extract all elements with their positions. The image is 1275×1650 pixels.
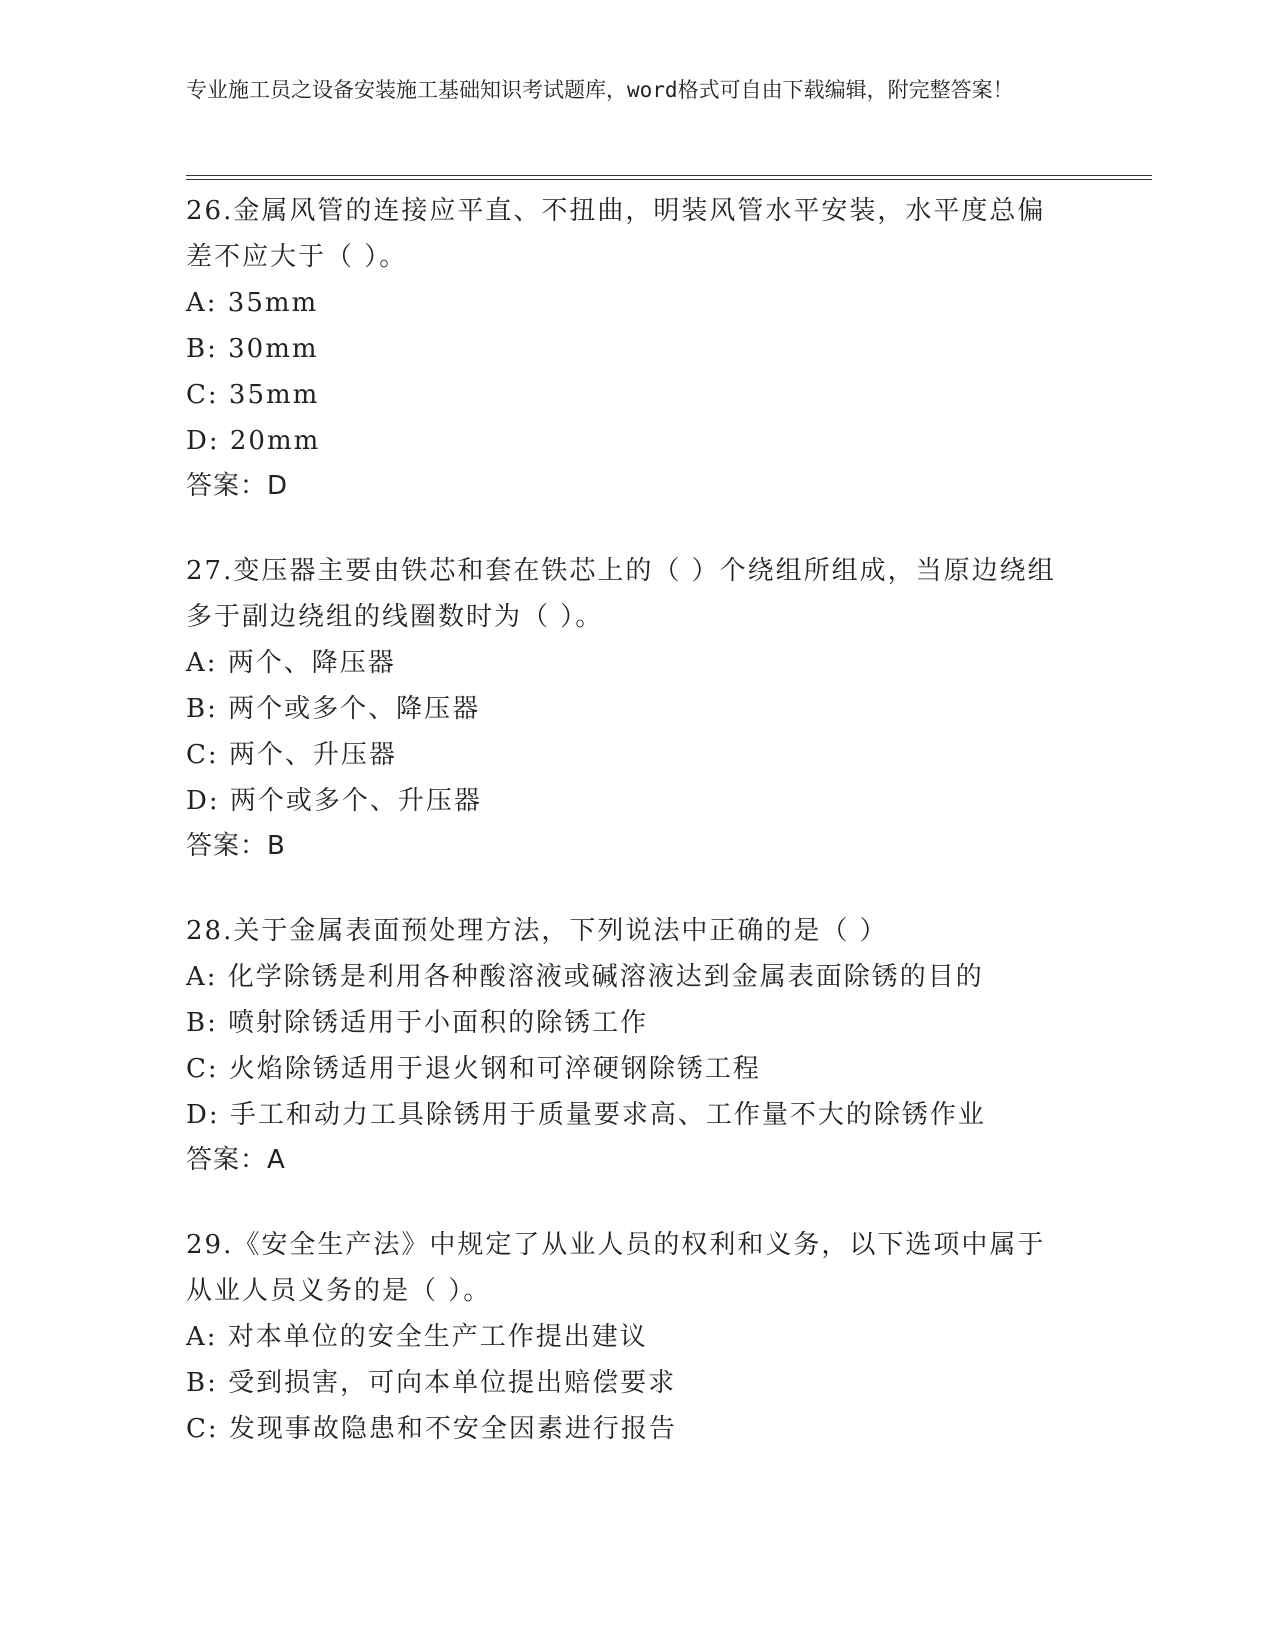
option-b: B: 两个或多个、降压器 — [186, 694, 481, 724]
answer-line: 答案：A — [186, 1145, 286, 1175]
answer-line: 答案：B — [186, 831, 286, 861]
option-a: A: 35mm — [186, 288, 319, 318]
option-d: D: 手工和动力工具除锈用于质量要求高、工作量不大的除锈作业 — [186, 1100, 986, 1130]
option-b: B: 喷射除锈适用于小面积的除锈工作 — [186, 1008, 649, 1038]
option-a: A: 化学除锈是利用各种酸溶液或碱溶液达到金属表面除锈的目的 — [186, 962, 984, 992]
option-a: A: 两个、降压器 — [186, 648, 396, 678]
answer-line: 答案：D — [186, 471, 289, 501]
option-a: A: 对本单位的安全生产工作提出建议 — [186, 1322, 648, 1352]
option-d: D: 20mm — [186, 426, 321, 456]
question-stem: 29.《安全生产法》中规定了从业人员的权利和义务，以下选项中属于从业人员义务的是（ ）。 — [186, 1230, 1046, 1306]
option-b: B: 30mm — [186, 334, 319, 364]
option-c: C: 火焰除锈适用于退火钢和可淬硬钢除锈工程 — [186, 1054, 761, 1084]
question-29 — [186, 1222, 1086, 1452]
option-d: D: 两个或多个、升压器 — [186, 786, 482, 816]
option-c: C: 35mm — [186, 380, 320, 410]
question-list — [186, 188, 1086, 1492]
question-26 — [186, 188, 1086, 508]
question-stem: 27.变压器主要由铁芯和套在铁芯上的（ ）个绕组所组成，当原边绕组多于副边绕组的线圈数时为（ ）。 — [186, 556, 1056, 632]
question-27 — [186, 548, 1086, 868]
option-c: C: 两个、升压器 — [186, 740, 397, 770]
document-header: 专业施工员之设备安装施工基础知识考试题库，word格式可自由下载编辑，附完整答案！ — [186, 78, 1014, 102]
question-stem: 26.金属风管的连接应平直、不扭曲，明装风管水平安装，水平度总偏差不应大于（ ）。 — [186, 196, 1046, 272]
question-28 — [186, 908, 1086, 1182]
question-stem: 28.关于金属表面预处理方法，下列说法中正确的是（ ） — [186, 916, 888, 946]
option-b: B: 受到损害，可向本单位提出赔偿要求 — [186, 1368, 677, 1398]
header-divider — [186, 175, 1152, 180]
option-c: C: 发现事故隐患和不安全因素进行报告 — [186, 1414, 677, 1444]
